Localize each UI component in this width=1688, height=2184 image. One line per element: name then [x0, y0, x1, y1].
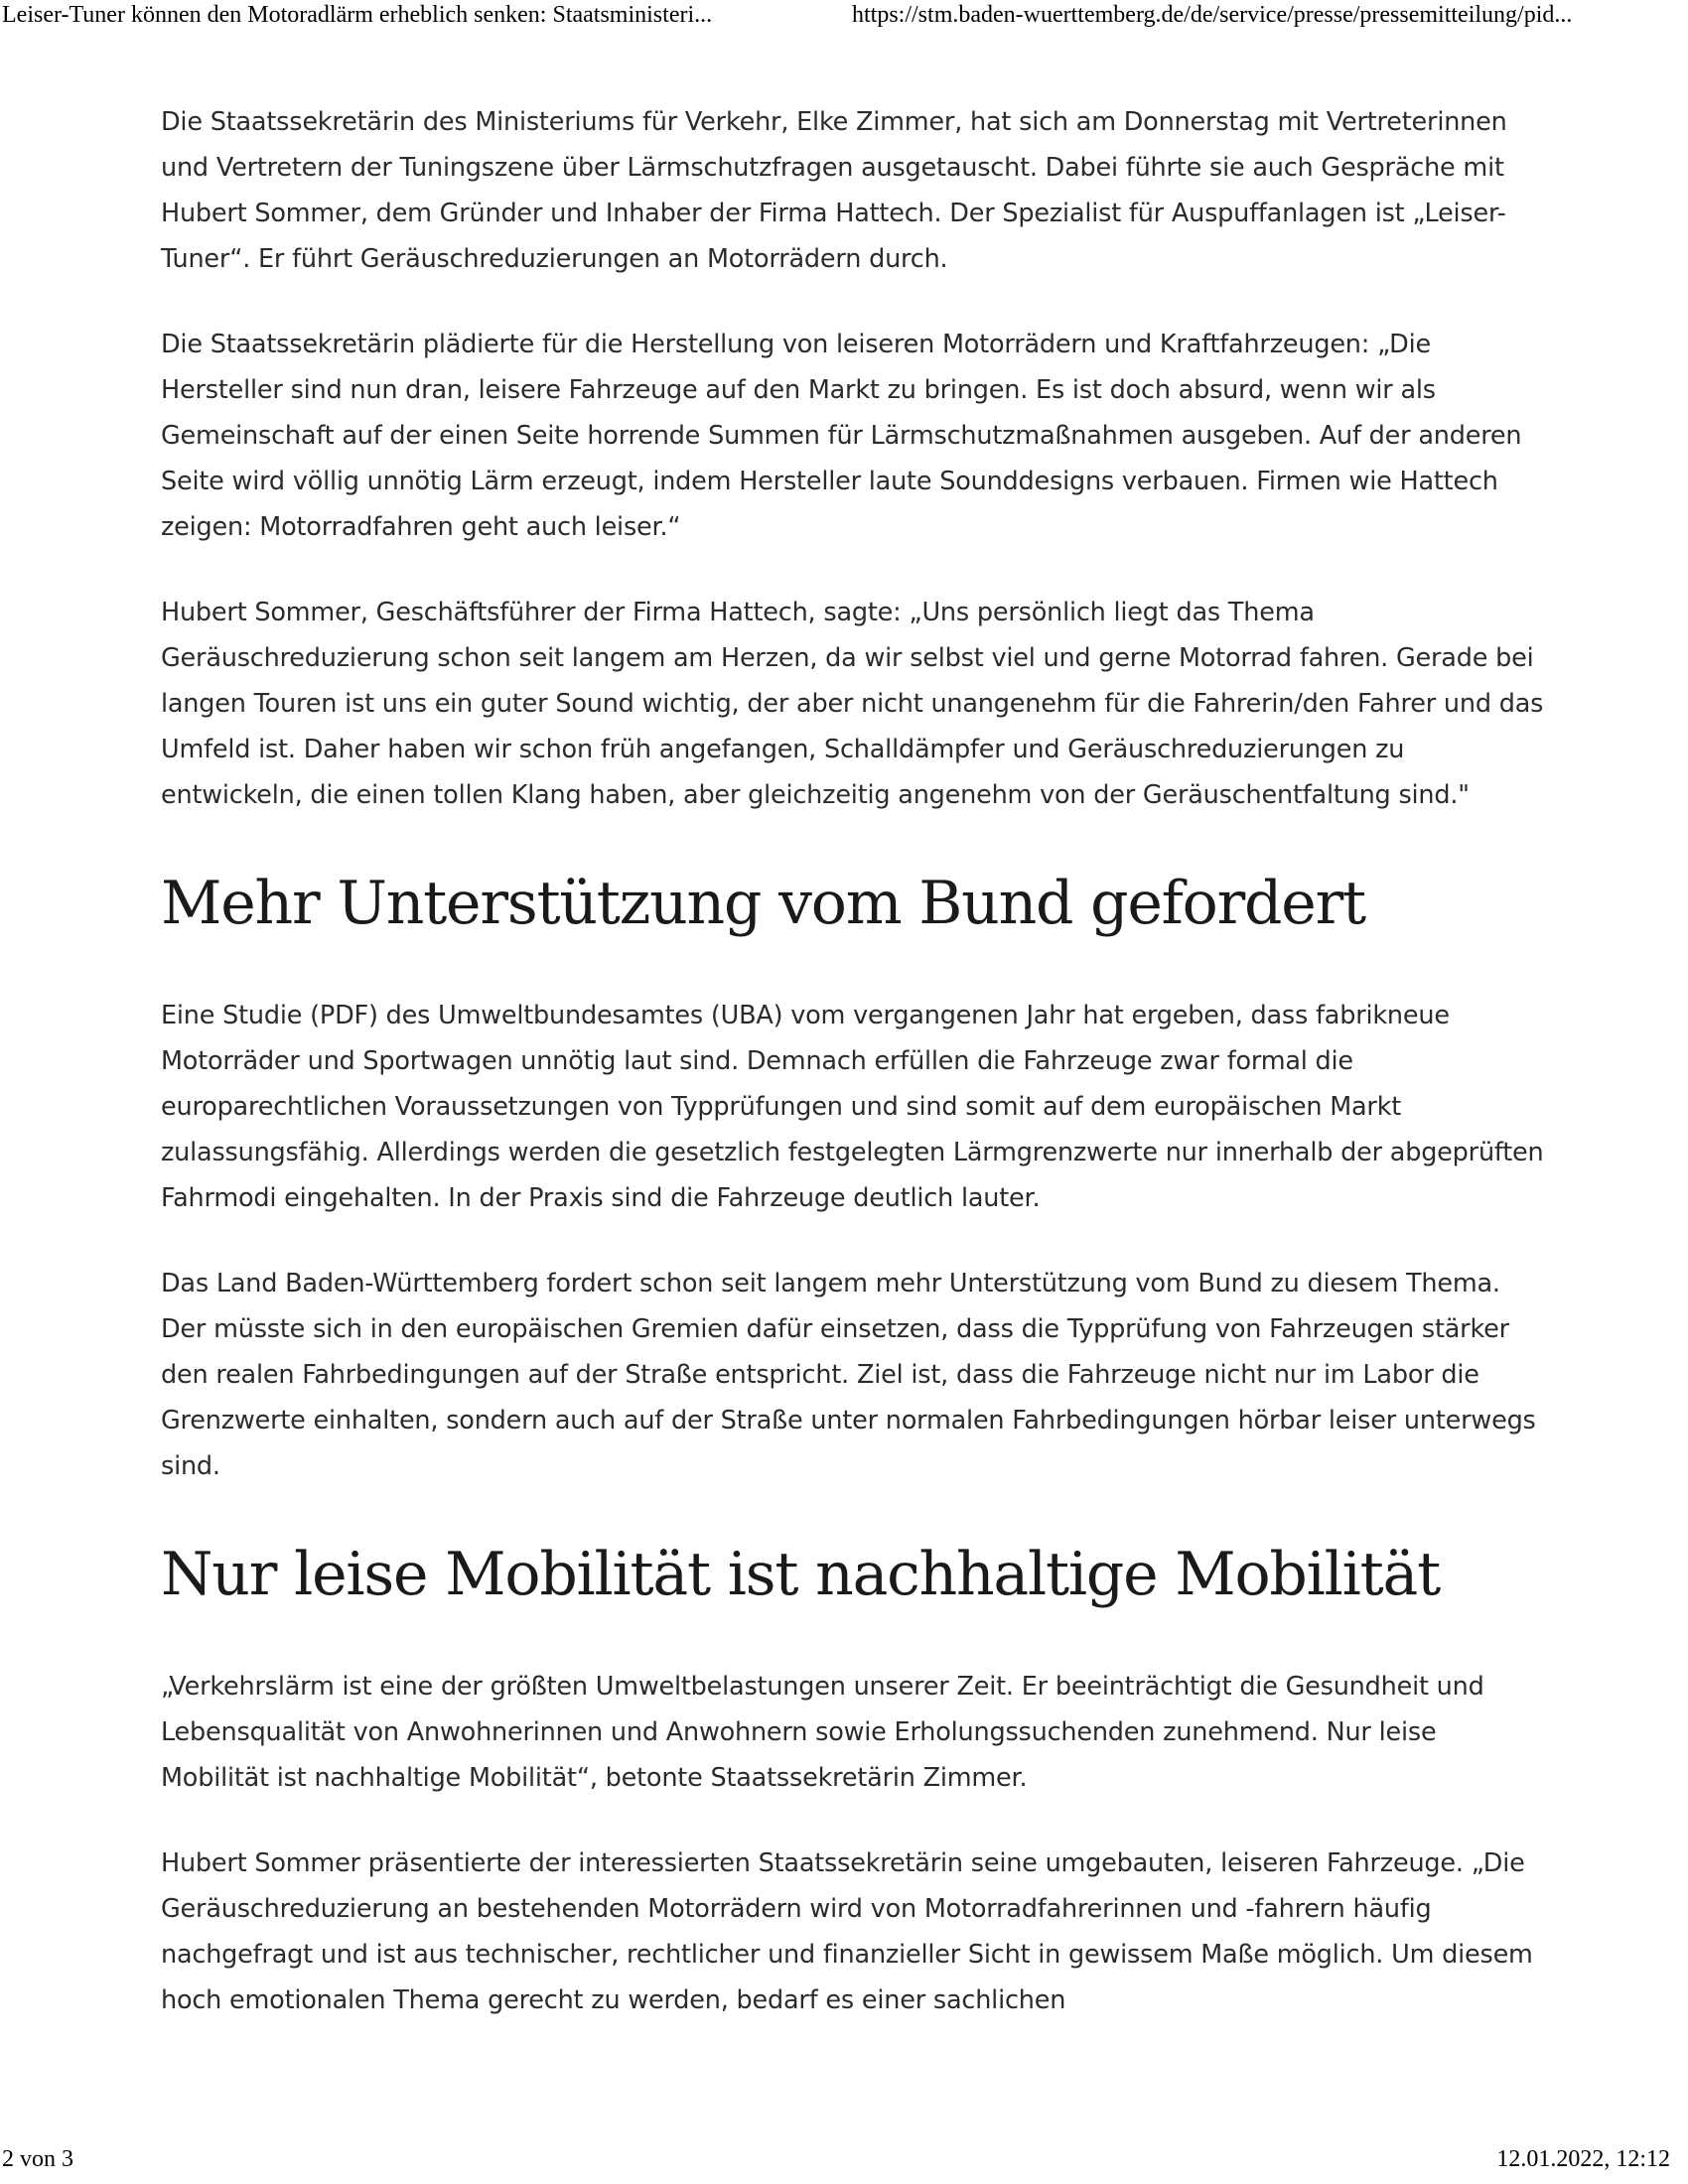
- paragraph: Hubert Sommer, Geschäftsführer der Firma Hattech, sagte: „Uns persönlich liegt das Thema Geräuschreduzierung schon seit langem am Herzen, da wir selbst viel und gerne Motorrad fahren. Gerade bei langen Touren ist uns ein guter Sound wichtig, der aber nicht unangenehm für die Fahrerin/den Fahrer und das Umfeld ist. Daher haben wir schon früh angefangen, Schalldämpfer und Geräuschreduzierungen zu entwickeln, die einen tollen Klang haben, aber gleichzeitig angenehm von der Geräuschentfaltung sind.": [161, 598, 1544, 810]
- paragraph: Die Staatssekretärin plädierte für die Herstellung von leiseren Motorrädern und Kraftfahrzeugen: „Die Hersteller sind nun dran, leisere Fahrzeuge auf den Markt zu bringen. Es ist doch absurd, wenn wir als Gemeinschaft auf der einen Seite horrende Summen für Lärmschutzmaßnahmen ausgeben. Auf der anderen Seite wird völlig unnötig Lärm erzeugt, indem Hersteller laute Sounddesigns verbauen. Firmen wie Hattech zeigen: Motorradfahren geht auch leiser.“: [161, 330, 1522, 542]
- print-header: [0, 0, 1688, 40]
- article-body: [161, 99, 1551, 2063]
- paragraph: Hubert Sommer präsentierte der interessierten Staatssekretärin seine umgebauten, leiseren Fahrzeuge. „Die Geräuschreduzierung an bestehenden Motorrädern wird von Motorradfahrerinnen und -fahrern häufig nachgefragt und ist aus technischer, rechtlicher und finanzieller Sicht in gewissem Maße möglich. Um diesem hoch emotionalen Thema gerecht zu werden, bedarf es einer sachlichen: [161, 1848, 1533, 2015]
- print-datetime: 12.01.2022, 12:12: [1496, 2146, 1670, 2172]
- print-footer: [0, 2146, 1688, 2182]
- paragraph: Eine Studie (PDF) des Umweltbundesamtes (UBA) vom vergangenen Jahr hat ergeben, dass fabrikneue Motorräder und Sportwagen unnötig laut sind. Demnach erfüllen die Fahrzeuge zwar formal die europarechtlichen Voraussetzungen von Typprüfungen und sind somit auf dem europäischen Markt zulassungsfähig. Allerdings werden die gesetzlich festgelegten Lärmgrenzwerte nur innerhalb der abgeprüften Fahrmodi eingehalten. In der Praxis sind die Fahrzeuge deutlich lauter.: [161, 1001, 1544, 1213]
- section-heading: Mehr Unterstützung vom Bund gefordert: [161, 869, 1365, 938]
- paragraph: Das Land Baden-Württemberg fordert schon seit langem mehr Unterstützung vom Bund zu diesem Thema. Der müsste sich in den europäischen Gremien dafür einsetzen, dass die Typprüfung von Fahrzeugen stärker den realen Fahrbedingungen auf der Straße entspricht. Ziel ist, dass die Fahrzeuge nicht nur im Labor die Grenzwerte einhalten, sondern auch auf der Straße unter normalen Fahrbedingungen hörbar leiser unterwegs sind.: [161, 1269, 1536, 1481]
- page-url: https://stm.baden-wuerttemberg.de/de/service/presse/pressemitteilung/pid...: [852, 2, 1573, 28]
- paragraph: Die Staatssekretärin des Ministeriums für Verkehr, Elke Zimmer, hat sich am Donnerstag mit Vertreterinnen und Vertretern der Tuningszene über Lärmschutzfragen ausgetauscht. Dabei führte sie auch Gespräche mit Hubert Sommer, dem Gründer und Inhaber der Firma Hattech. Der Spezialist für Auspuffanlagen ist „Leiser-Tuner“. Er führt Geräuschreduzierungen an Motorrädern durch.: [161, 107, 1507, 274]
- paragraph: „Verkehrslärm ist eine der größten Umweltbelastungen unserer Zeit. Er beeinträchtigt die Gesundheit und Lebensqualität von Anwohnerinnen und Anwohnern sowie Erholungssuchenden zunehmend. Nur leise Mobilität ist nachhaltige Mobilität“, betonte Staatssekretärin Zimmer.: [161, 1672, 1484, 1793]
- page-title: Leiser-Tuner können den Motoradlärm erheblich senken: Staatsministeri...: [2, 2, 713, 28]
- section-heading: Nur leise Mobilität ist nachhaltige Mobilität: [161, 1540, 1441, 1609]
- page-number: 2 von 3: [2, 2146, 73, 2172]
